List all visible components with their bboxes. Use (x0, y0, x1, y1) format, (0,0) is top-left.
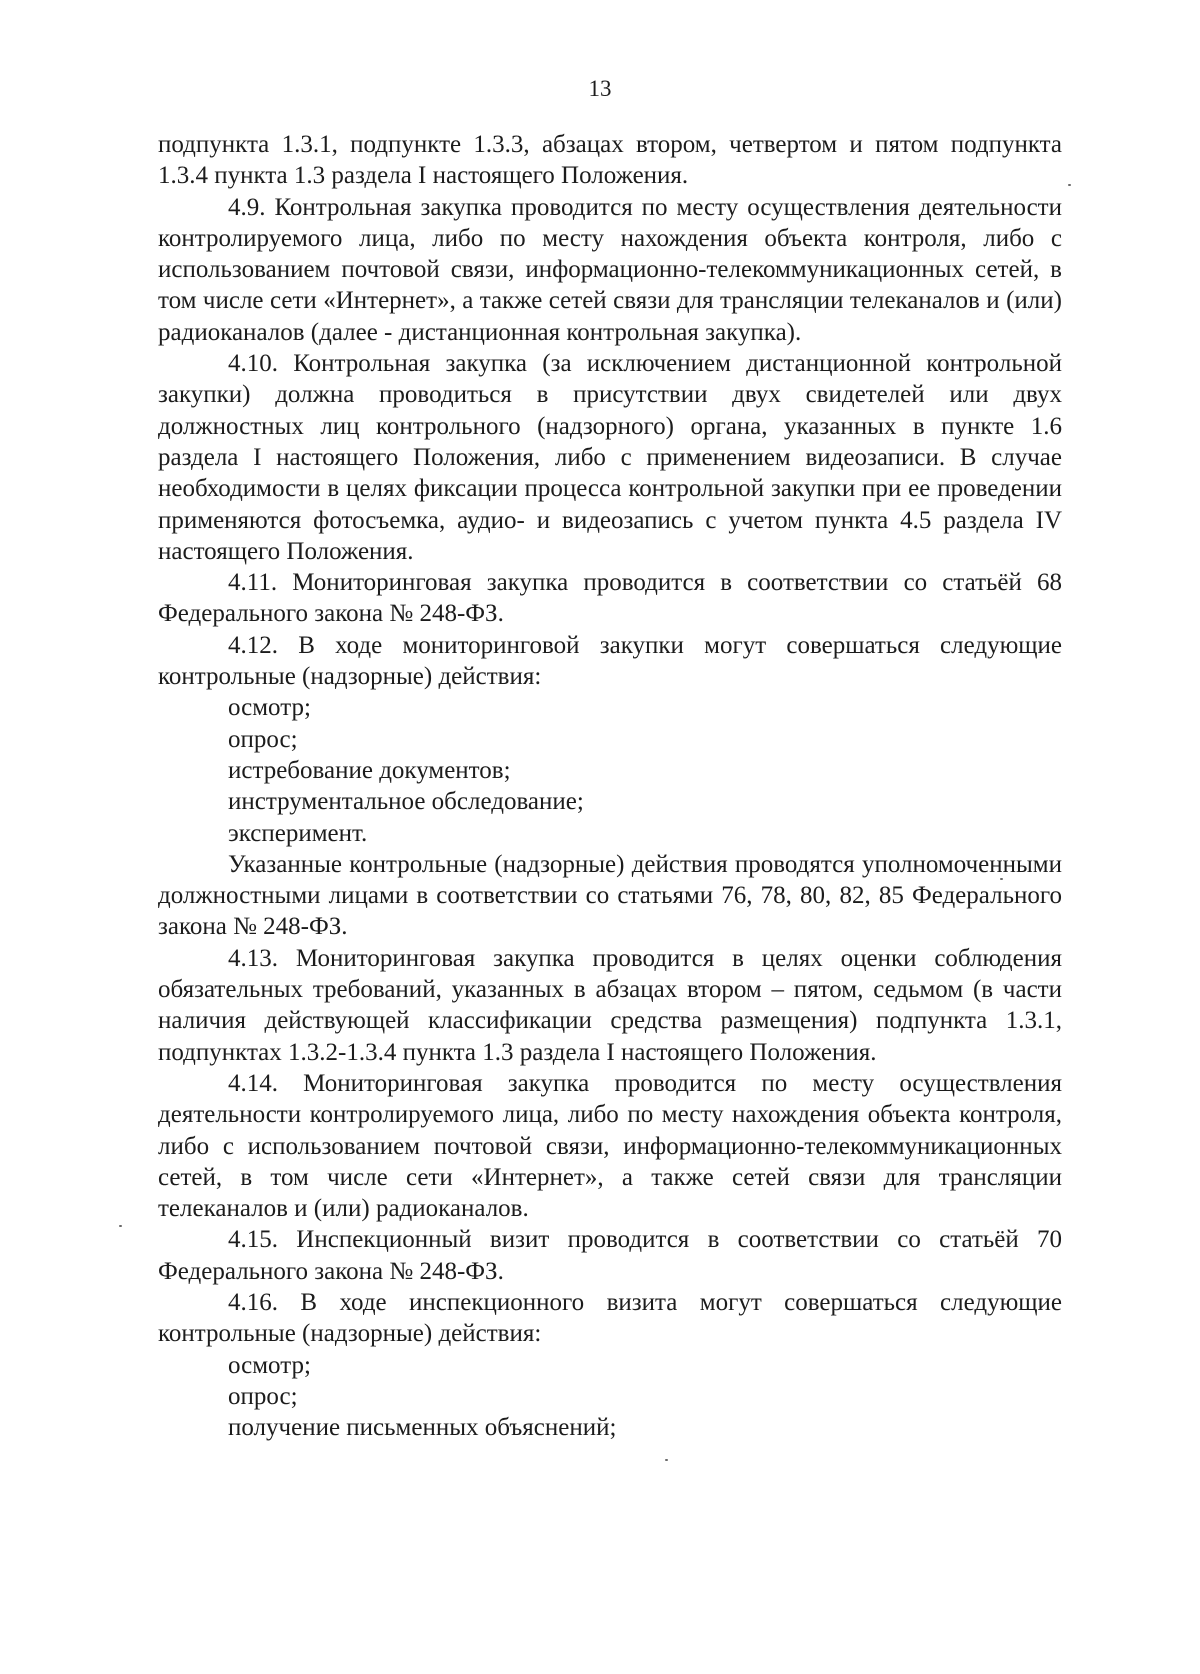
paragraph-actions-note: Указанные контрольные (надзорные) действия проводятся уполномоченными должностными лицами в соответствии со статьями 76, 78, 80, 82, 85 Федерального закона № 248-ФЗ. (158, 850, 1062, 941)
document-body (158, 129, 1062, 1443)
scan-speck (665, 1459, 668, 1461)
scan-speck (119, 1225, 122, 1227)
list-item: инструментальное обследование; (228, 788, 584, 816)
page-number: 13 (588, 76, 612, 101)
paragraph-4-11: 4.11. Мониторинговая закупка проводится в соответствии со статьёй 68 Федерального закона № 248-ФЗ. (158, 569, 1062, 628)
paragraph-4-10: 4.10. Контрольная закупка (за исключением дистанционной контрольной закупки) должна проводиться в присутствии двух свидетелей или двух должностных лиц контрольного (надзорного) органа, указанных в пункте 1.6 раздела I настоящего Положения, либо с применением видеозаписи. В случае необходимости в целях фиксации процесса контрольной закупки при ее проведении применяются фотосъемка, аудио- и видеозапись с учетом пункта 4.5 раздела IV настоящего Положения. (158, 350, 1062, 565)
scan-speck (1000, 878, 1003, 880)
paragraph-4-12: 4.12. В ходе мониторинговой закупки могут совершаться следующие контрольные (надзорные) действия: (158, 631, 1062, 691)
paragraph-4-15: 4.15. Инспекционный визит проводится в соответствии со статьёй 70 Федерального закона № 248-ФЗ. (158, 1226, 1062, 1285)
list-item: истребование документов; (228, 756, 511, 784)
paragraph-4-16: 4.16. В ходе инспекционного визита могут совершаться следующие контрольные (надзорные) действия: (158, 1288, 1062, 1348)
list-item: осмотр; (228, 1351, 311, 1379)
scan-speck (1068, 184, 1071, 186)
list-item: осмотр; (228, 694, 311, 722)
paragraph-continuation: подпункта 1.3.1, подпункте 1.3.3, абзацах втором, четвертом и пятом подпункта 1.3.4 пункта 1.3 раздела I настоящего Положения. (158, 131, 1062, 190)
paragraph-4-14: 4.14. Мониторинговая закупка проводится по месту осуществления деятельности контролируемого лица, либо по месту нахождения объекта контроля, либо с использованием почтовой связи, информационно-телекоммуникационных сетей, в том числе сети «Интернет», а также сетей связи для трансляции телеканалов и (или) радиоканалов. (158, 1069, 1062, 1223)
list-item: опрос; (228, 1382, 298, 1410)
paragraph-4-9: 4.9. Контрольная закупка проводится по месту осуществления деятельности контролируемого лица, либо по месту нахождения объекта контроля, либо с использованием почтовой связи, информационно-телекоммуникационных сетей, в том числе сети «Интернет», а также сетей связи для трансляции телеканалов и (или) радиоканалов (далее - дистанционная контрольная закупка). (158, 193, 1062, 346)
list-item: опрос; (228, 725, 298, 753)
paragraph-4-13: 4.13. Мониторинговая закупка проводится в целях оценки соблюдения обязательных требований, указанных в абзацах втором – пятом, седьмом (в части наличия действующей классификации средства размещения) подпункта 1.3.1, подпунктах 1.3.2-1.3.4 пункта 1.3 раздела I настоящего Положения. (158, 944, 1062, 1066)
list-item: эксперимент. (228, 819, 368, 847)
list-item: получение письменных объяснений; (228, 1414, 617, 1442)
